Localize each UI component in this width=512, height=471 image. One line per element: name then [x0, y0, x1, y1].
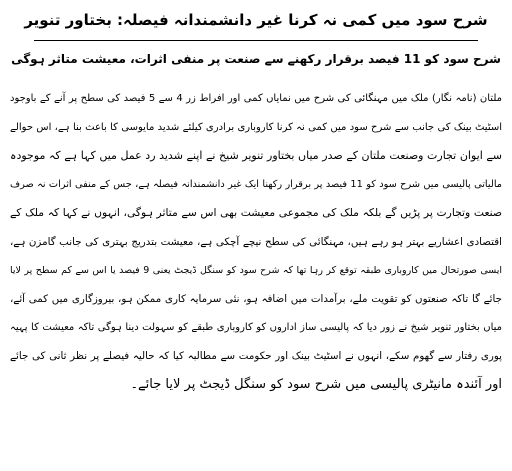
- body-line: میاں بختاور تنویر شیخ نے زور دیا کہ پالیسی ساز اداروں کو کاروباری طبقے کو سہولت دینا ہوگی تاکہ معیشت کا پہیہ: [10, 321, 502, 333]
- subheadline: شرح سود کو 11 فیصد برقرار رکھنے سے صنعت پر منفی اثرات، معیشت متاثر ہوگی: [11, 52, 501, 66]
- headline: شرح سود میں کمی نہ کرنا غیر دانشمندانہ فیصلہ: بختاور تنویر: [24, 11, 488, 29]
- body-line: مالیاتی پالیسی میں شرح سود کو 11 فیصد پر برقرار رکھنا ایک غیر دانشمندانہ فیصلہ ہے، جس کے منفی اثرات نہ صرف: [10, 178, 502, 190]
- body-line: پوری رفتار سے گھوم سکے، انہوں نے اسٹیٹ بینک اور حکومت سے مطالبہ کیا کہ حالیہ فیصلے پر نظر ثانی کی جائے: [10, 350, 502, 363]
- body-line: جائے گا تاکہ صنعتوں کو تقویت ملے، برآمدات میں اضافہ ہو، نئی سرمایہ کاری ممکن ہو، بیروزگاری میں کمی آئے،: [10, 293, 502, 306]
- body-line: سے ایوان تجارت وصنعت ملتان کے صدر میاں بختاور تنویر شیخ نے اپنے شدید رد عمل میں کہا ہے کہ موجودہ: [10, 149, 502, 163]
- body-line: صنعت وتجارت پر پڑیں گے بلکہ ملک کی مجموعی معیشت بھی اس سے متاثر ہوگی، انہوں نے کہا کہ ملک کے: [10, 206, 502, 220]
- article-body: [10, 85, 502, 400]
- body-line: اقتصادی اعشاریے بہتر ہو رہے ہیں، مہنگائی کی سطح نیچے آچکی ہے، معیشت بتدریج بہتری کی جانب گامزن ہے،: [10, 235, 502, 248]
- body-line: ملتان (نامہ نگار) ملک میں مہنگائی کی شرح میں نمایاں کمی اور افراط زر 4 سے 5 فیصد کی سطح پر آنے کے باوجود: [10, 93, 502, 104]
- headline-divider: [34, 40, 478, 41]
- spacer: [10, 71, 502, 85]
- body-line: اور آئندہ مانیٹری پالیسی میں شرح سود کو سنگل ڈیجٹ پر لایا جائے۔: [130, 376, 502, 392]
- body-line: اسٹیٹ بینک کی جانب سے شرح سود میں کمی نہ کرنا کاروباری برادری کیلئے شدید مایوسی کا باعث بنا ہے، اس حوالے: [10, 121, 502, 133]
- body-line: ایسی صورتحال میں کاروباری طبقہ توقع کر رہا تھا کہ شرح سود کو سنگل ڈیجٹ یعنی 9 فیصد یا اس سے کم سطح پر لایا: [10, 264, 502, 276]
